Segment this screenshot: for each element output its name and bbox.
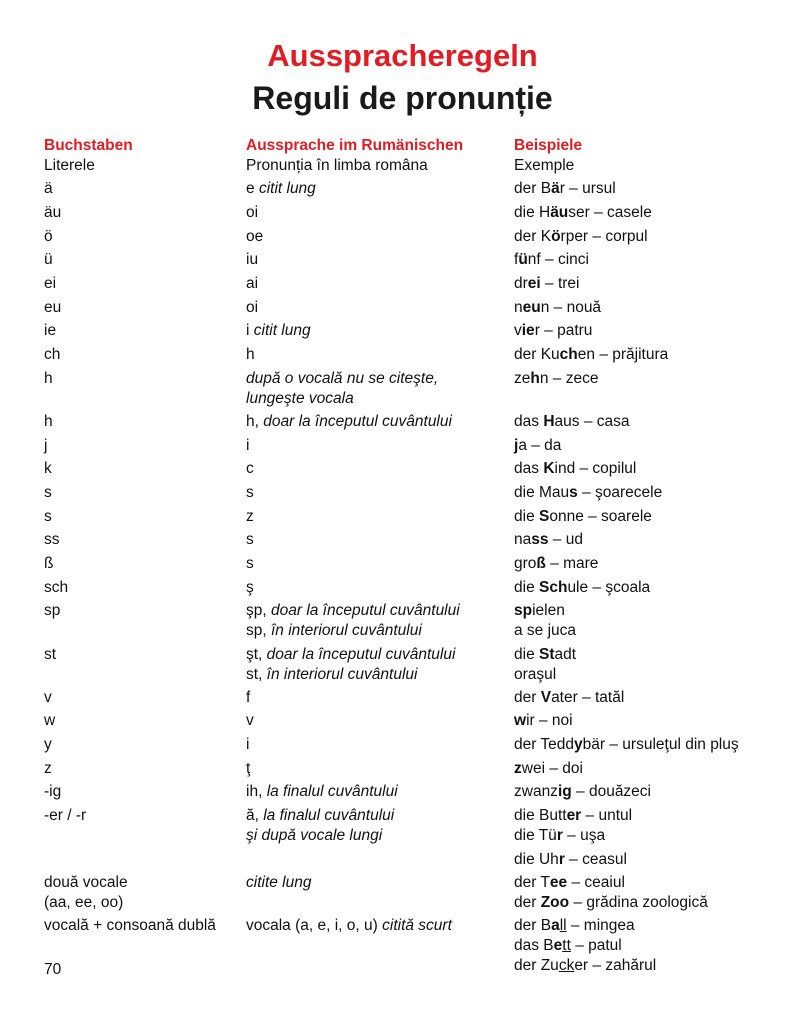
header-letters-de: Buchstaben — [44, 137, 133, 154]
example-cell: die Stadt — [514, 646, 577, 663]
pronunciation-cell: iu — [246, 251, 259, 268]
letters-cell: s — [44, 508, 52, 525]
letters-cell: w — [44, 712, 56, 729]
letters-cell: st — [44, 646, 57, 663]
letters-cell: vocală + consoană dublă — [44, 917, 216, 934]
letters-cell: v — [44, 689, 52, 706]
letters-cell: j — [44, 437, 48, 454]
page-number: 70 — [44, 961, 62, 978]
letters-cell: două vocale — [44, 874, 128, 891]
letters-cell: s — [44, 484, 52, 501]
header-pronunciation-de: Aussprache im Rumänischen — [246, 137, 464, 154]
page-title-ro: Reguli de pronunție — [252, 80, 553, 116]
pronunciation-cell: i citit lung — [246, 322, 311, 339]
example-cell: zehn – zece — [514, 370, 599, 387]
pronunciation-cell: st, în interiorul cuvântului — [246, 666, 418, 683]
header-letters-ro: Literele — [44, 157, 95, 174]
pronunciation-cell: i — [246, 437, 250, 454]
example-cell: neun – nouă — [514, 299, 602, 316]
example-cell: der Zucker – zahărul — [514, 957, 657, 974]
example-cell: die Häuser – casele — [514, 204, 652, 221]
example-cell: der Kuchen – prăjitura — [514, 346, 669, 363]
letters-cell: h — [44, 413, 53, 430]
pronunciation-cell: i — [246, 736, 250, 753]
example-cell: fünf – cinci — [514, 251, 589, 268]
pronunciation-cell: s — [246, 531, 254, 548]
example-cell: die Schule – şcoala — [514, 579, 651, 596]
pronunciation-cell: după o vocală nu se citeşte, — [246, 370, 439, 387]
letters-cell: k — [44, 460, 52, 477]
pronunciation-cell: sp, în interiorul cuvântului — [246, 622, 422, 639]
letters-cell: y — [44, 736, 52, 753]
pronunciation-cell: ai — [246, 275, 259, 292]
example-cell: das Kind – copilul — [514, 460, 637, 477]
example-cell: die Sonne – soarele — [514, 508, 652, 525]
pronunciation-cell: oi — [246, 204, 259, 221]
example-cell: die Tür – uşa — [514, 827, 606, 844]
letters-cell: -ig — [44, 783, 62, 800]
example-cell: oraşul — [514, 666, 557, 683]
letters-cell: sp — [44, 602, 61, 619]
letters-cell: ei — [44, 275, 57, 292]
pronunciation-cell: oe — [246, 228, 264, 245]
letters-cell: äu — [44, 204, 62, 221]
pronunciation-cell: ă, la finalul cuvântului — [246, 807, 395, 824]
letters-cell: ä — [44, 180, 53, 197]
letters-cell: h — [44, 370, 53, 387]
pronunciation-cell: s — [246, 555, 254, 572]
example-cell: zwei – doi — [514, 760, 583, 777]
pronunciation-cell: şp, doar la începutul cuvântului — [246, 602, 460, 619]
letters-cell: ch — [44, 346, 61, 363]
letters-cell: sch — [44, 579, 69, 596]
letters-cell: ß — [44, 555, 54, 572]
pronunciation-cell: citite lung — [246, 874, 312, 891]
pronunciation-cell: c — [246, 460, 254, 477]
example-cell: das Haus – casa — [514, 413, 630, 430]
example-cell: der Körper – corpul — [514, 228, 648, 245]
pronunciation-cell: z — [246, 508, 254, 525]
letters-cell: ü — [44, 251, 53, 268]
letters-cell: -er / -r — [44, 807, 87, 824]
page-title-de: Ausspracheregeln — [267, 38, 538, 73]
example-cell: der Vater – tatăl — [514, 689, 625, 706]
pronunciation-cell: lungeşte vocala — [246, 390, 354, 407]
pronunciation-cell: şi după vocale lungi — [246, 827, 383, 844]
letters-cell: ss — [44, 531, 60, 548]
letters-cell: eu — [44, 299, 62, 316]
example-cell: der Tee – ceaiul — [514, 874, 625, 891]
example-cell: der Zoo – grădina zoologică — [514, 894, 708, 911]
example-cell: die Maus – şoarecele — [514, 484, 663, 501]
pronunciation-cell: vocala (a, e, i, o, u) citită scurt — [246, 917, 452, 934]
example-cell: das Bett – patul — [514, 937, 622, 954]
example-cell: wir – noi — [514, 712, 573, 729]
example-cell: vier – patru — [514, 322, 593, 339]
example-cell: drei – trei — [514, 275, 580, 292]
header-pronunciation-ro: Pronunția în limba româna — [246, 157, 428, 174]
pronunciation-cell: ih, la finalul cuvântului — [246, 783, 398, 800]
example-cell: zwanzig – douăzeci — [514, 783, 651, 800]
pronunciation-cell: ţ — [246, 760, 251, 777]
pronunciation-cell: v — [246, 712, 254, 729]
example-cell: der Bär – ursul — [514, 180, 616, 197]
pronunciation-cell: f — [246, 689, 251, 706]
letters-cell: (aa, ee, oo) — [44, 894, 124, 911]
example-cell: der Ball – mingea — [514, 917, 635, 934]
pronunciation-cell: ş — [246, 579, 254, 596]
example-cell: die Butter – untul — [514, 807, 633, 824]
example-cell: ja – da — [514, 437, 562, 454]
header-examples-de: Beispiele — [514, 137, 583, 154]
letters-cell: ie — [44, 322, 57, 339]
pronunciation-cell: h, doar la începutul cuvântului — [246, 413, 452, 430]
letters-cell: ö — [44, 228, 53, 245]
pronunciation-cell: oi — [246, 299, 259, 316]
pronunciation-cell: s — [246, 484, 254, 501]
example-cell: a se juca — [514, 622, 577, 639]
header-examples-ro: Exemple — [514, 157, 575, 174]
example-cell: groß – mare — [514, 555, 599, 572]
pronunciation-cell: şt, doar la începutul cuvântului — [246, 646, 456, 663]
letters-cell: z — [44, 760, 52, 777]
example-cell: nass – ud — [514, 531, 583, 548]
example-cell: der Teddybär – ursuleţul din pluş — [514, 736, 739, 753]
pronunciation-cell: h — [246, 346, 255, 363]
pronunciation-cell: e citit lung — [246, 180, 316, 197]
example-cell: spielen — [514, 602, 565, 619]
example-cell: die Uhr – ceasul — [514, 851, 627, 868]
